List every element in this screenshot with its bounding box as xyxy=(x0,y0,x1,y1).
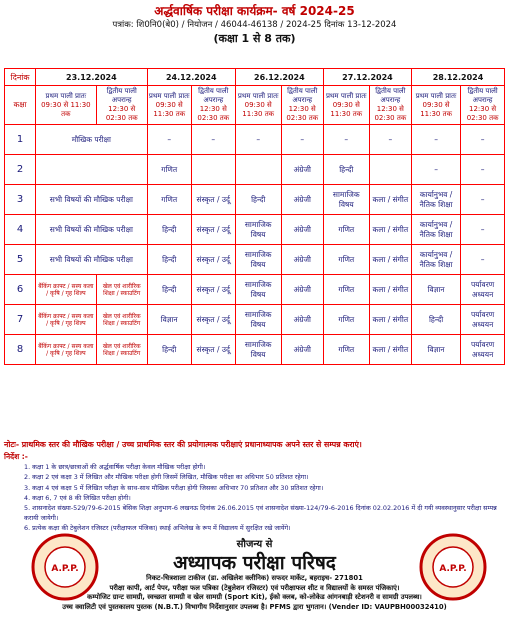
shift-label: द्वितीय पाली अपरान्ह xyxy=(106,87,137,104)
schedule-cell xyxy=(36,155,148,185)
courtesy-label: सौजन्य से xyxy=(236,539,273,550)
schedule-cell: – xyxy=(191,125,235,155)
schedule-cell: कला / संगीत xyxy=(369,335,411,365)
date-header: 23.12.2024 xyxy=(36,69,148,86)
schedule-cell: सामाजिक विषय xyxy=(235,245,281,275)
schedule-cell: अंग्रेजी xyxy=(281,185,323,215)
shift-time: 09:30 से 11:30 तक xyxy=(420,100,452,118)
schedule-cell: सामाजिक विषय xyxy=(235,215,281,245)
schedule-cell: कला / संगीत xyxy=(369,305,411,335)
class-number: 1 xyxy=(5,125,36,155)
shift2-header xyxy=(191,86,235,125)
table-row xyxy=(5,125,505,155)
shift-time: 09:30 से 11:30 तक xyxy=(330,100,363,118)
schedule-cell: संस्कृत / उर्दू xyxy=(191,305,235,335)
schedule-cell: हिन्दी xyxy=(147,245,191,275)
svg-text:A.P.P.: A.P.P. xyxy=(51,564,79,574)
schedule-cell: – xyxy=(411,155,460,185)
schedule-table xyxy=(4,68,505,365)
shift1-header xyxy=(235,86,281,125)
schedule-cell: – xyxy=(323,125,369,155)
schedule-cell: सामाजिक विषय xyxy=(323,185,369,215)
schedule-cell: – xyxy=(461,185,505,215)
schedule-cell: सभी विषयों की मौखिक परीक्षा xyxy=(36,215,148,245)
schedule-cell: हिन्दी xyxy=(147,335,191,365)
schedule-cell: विज्ञान xyxy=(147,305,191,335)
shift-time: 09:30 से 11:30 तक xyxy=(41,100,91,118)
schedule-cell: गणित xyxy=(323,245,369,275)
schedule-cell: गणित xyxy=(323,305,369,335)
schedule-cell: हिन्दी xyxy=(147,215,191,245)
schedule-cell: – xyxy=(461,245,505,275)
instructions-list xyxy=(4,462,505,533)
header xyxy=(0,4,509,47)
table-row xyxy=(5,245,505,275)
date-header: 24.12.2024 xyxy=(147,69,235,86)
shift1-header xyxy=(36,86,97,125)
schedule-cell: अंग्रेजी xyxy=(281,305,323,335)
shift-label: द्वितीय पाली अपरान्ह xyxy=(467,87,498,104)
class-number: 5 xyxy=(5,245,36,275)
page-title: अर्द्धवार्षिक परीक्षा कार्यक्रम- वर्ष 2024-25 xyxy=(154,4,355,18)
schedule-cell: मौखिक परीक्षा xyxy=(36,125,148,155)
address-line: निकट-चित्रशाला टाकीज (डा. अखिलेश क्लीनिक) सफदर मार्केट, बहराइच- 271801 xyxy=(146,574,363,582)
schedule-cell: अंग्रेजी xyxy=(281,335,323,365)
schedule-cell: गणित xyxy=(323,215,369,245)
class-column-label: कक्षा xyxy=(5,86,36,125)
shift-label: प्रथम पाली प्रातः xyxy=(415,91,457,100)
schedule-cell: संस्कृत / उर्दू xyxy=(191,275,235,305)
schedule-cell: गणित xyxy=(323,275,369,305)
schedule-cell: खेल एवं शारीरिक शिक्षा / स्काउटिंग xyxy=(96,275,147,305)
shift-label: द्वितीय पाली अपरान्ह xyxy=(375,87,406,104)
table-row xyxy=(5,335,505,365)
instruction-item: 3. कक्षा 4 एवं कक्षा 5 में लिखित परीक्षा के साथ-साथ मौखिक परीक्षा होगी जिसका अधिभार 70 प्रतिशत और 30 प्रतिशत रहेगा। xyxy=(24,483,324,492)
shift-label: प्रथम पाली प्रातः xyxy=(237,91,279,100)
schedule-cell: – xyxy=(461,215,505,245)
schedule-cell: खेल एवं शारीरिक शिक्षा / स्काउटिंग xyxy=(96,335,147,365)
schedule-cell: संस्कृत / उर्दू xyxy=(191,215,235,245)
date-header: 28.12.2024 xyxy=(411,69,504,86)
shift-label: प्रथम पाली प्रातः xyxy=(45,91,87,100)
instructions-label: निर्देश :- xyxy=(4,452,28,461)
schedule-cell: सामाजिक विषय xyxy=(235,335,281,365)
schedule-cell: पर्यावरण अध्ययन xyxy=(461,335,505,365)
schedule-cell: सामाजिक विषय xyxy=(235,275,281,305)
schedule-cell: कार्यानुभव / नैतिक शिक्षा xyxy=(411,185,460,215)
schedule-cell: संस्कृत / उर्दू xyxy=(191,185,235,215)
shift-label: प्रथम पाली प्रातः xyxy=(325,91,367,100)
schedule-cell: हिन्दी xyxy=(411,305,460,335)
table-row xyxy=(5,185,505,215)
schedule-cell: खेल एवं शारीरिक शिक्षा / स्काउटिंग xyxy=(96,305,147,335)
shift2-header xyxy=(461,86,505,125)
vendor-line: उच्च क्वालिटी एवं पुस्तकालय पुस्तक (N.B.T.) विभागीय निर्देशानुसार उपलब्ध है। PFMS द्वारा भुगतान। (Vender ID: VAUPBH00032410) xyxy=(62,602,447,611)
schedule-cell: कार्यानुभव / नैतिक शिक्षा xyxy=(411,245,460,275)
class-number: 7 xyxy=(5,305,36,335)
schedule-cell: हिन्दी xyxy=(235,185,281,215)
schedule-cell: सभी विषयों की मौखिक परीक्षा xyxy=(36,185,148,215)
class-number: 3 xyxy=(5,185,36,215)
schedule-cell: – xyxy=(369,125,411,155)
schedule-cell: बैंकिंग क्राफ्ट / सस्य कला / कृषि / गृह शिल्प xyxy=(36,275,97,305)
shift-time: 12:30 से 02:30 तक xyxy=(374,105,407,122)
schedule-cell: कला / संगीत xyxy=(369,215,411,245)
schedule-cell: संस्कृत / उर्दू xyxy=(191,335,235,365)
schedule-cell: गणित xyxy=(147,155,191,185)
organization-name: अध्यापक परीक्षा परिषद xyxy=(173,552,336,574)
instruction-item: 4. कक्षा 6, 7 एवं 8 की लिखित परीक्षा होगी। xyxy=(24,493,131,502)
schedule-cell xyxy=(235,155,281,185)
schedule-cell: कार्यानुभव / नैतिक शिक्षा xyxy=(411,215,460,245)
exam-schedule-page xyxy=(0,4,509,634)
date-header: 27.12.2024 xyxy=(323,69,411,86)
schedule-cell: गणित xyxy=(323,335,369,365)
instruction-item: 1. कक्षा 1 के छात्र/छात्राओं की अर्द्धवार्षिक परीक्षा केवल मौखिक परीक्षा होगी। xyxy=(24,463,206,472)
table-row xyxy=(5,275,505,305)
shift1-header xyxy=(411,86,460,125)
schedule-cell: सभी विषयों की मौखिक परीक्षा xyxy=(36,245,148,275)
schedule-cell xyxy=(369,155,411,185)
schedule-cell: अंग्रेजी xyxy=(281,215,323,245)
instruction-item: 5. शासनादेश संख्या-529/79-6-2015 बेसिक शिक्षा अनुभाग-6 लखनऊ दिनांक 26.06.2015 एवं शासनादेश संख्या-124/79-6-2016 दिनांक 02.02.2016 में दी गयी व्यवस्थानुसार परीक्षा सम्पन्न करायी जायेगी। xyxy=(24,504,497,523)
shift-time: 12:30 से 02:30 तक xyxy=(466,105,499,122)
schedule-cell: – xyxy=(461,155,505,185)
class-range: (कक्षा 1 से 8 तक) xyxy=(213,32,296,45)
schedule-cell: संस्कृत / उर्दू xyxy=(191,245,235,275)
shift2-header xyxy=(96,86,147,125)
table-row xyxy=(5,155,505,185)
schedule-cell: – xyxy=(411,125,460,155)
schedule-cell: कला / संगीत xyxy=(369,245,411,275)
corner-date-label: दिनांक xyxy=(5,69,36,86)
date-header: 26.12.2024 xyxy=(235,69,323,86)
schedule-cell: अंग्रेजी xyxy=(281,155,323,185)
shift-time: 09:30 से 11:30 तक xyxy=(153,100,186,118)
schedule-cell: – xyxy=(281,125,323,155)
footer-address xyxy=(0,574,509,612)
schedule-cell: बैंकिंग क्राफ्ट / सस्य कला / कृषि / गृह शिल्प xyxy=(36,335,97,365)
class-number: 6 xyxy=(5,275,36,305)
note: नोटः- प्राथमिक स्तर की मौखिक परीक्षा / उच्च प्राथमिक स्तर की प्रयोगात्मक परीक्षाएं प्रधानाध्यापक अपने स्तर से सम्पन्न कराएं। xyxy=(4,440,362,449)
shift-label: द्वितीय पाली अपरान्ह xyxy=(287,87,318,104)
schedule-cell: सामाजिक विषय xyxy=(235,305,281,335)
shift1-header xyxy=(147,86,191,125)
shift-label: प्रथम पाली प्रातः xyxy=(148,91,190,100)
supplies-line: कम्पोजिट ग्रान्ट सामग्री, स्वच्छता सामग्री व खेल सामग्री (Sport Kit), ईको क्लब, को-लोकेड आंगनबाड़ी स्टेशनरी व सामग्री उपलब्ध। xyxy=(87,593,422,601)
services-line: परीक्षा कापी, आर्ट पेपर, परीक्षा फल पत्रिका (टेबुलेशन रजिस्टर) एवं परीक्षाफल शीट व विद्यालयों के समस्त पंजिकाएं। xyxy=(109,583,400,592)
class-number: 4 xyxy=(5,215,36,245)
shift-time: 12:30 से 02:30 तक xyxy=(286,105,319,122)
shift-label: द्वितीय पाली अपरान्ह xyxy=(198,87,229,104)
table-row xyxy=(5,305,505,335)
shift2-header xyxy=(281,86,323,125)
instruction-item: 6. प्रत्येक कक्षा की टेबुलेशन रजिस्टर (परीक्षाफल पंजिका) स्थाई अभिलेख के रूप में विद्यालय में सुरक्षित रखे जायेंगे। xyxy=(24,524,291,533)
schedule-cell: हिन्दी xyxy=(147,275,191,305)
shift1-header xyxy=(323,86,369,125)
schedule-cell: अंग्रेजी xyxy=(281,275,323,305)
reference-line: पत्रांक: शि0नि0(बे0) / नियोजन / 46044-46138 / 2024-25 दिनांक 13-12-2024 xyxy=(112,20,397,30)
table-row xyxy=(5,215,505,245)
schedule-cell: कला / संगीत xyxy=(369,275,411,305)
shift2-header xyxy=(369,86,411,125)
schedule-cell: – xyxy=(235,125,281,155)
shift-time: 09:30 से 11:30 तक xyxy=(242,100,275,118)
schedule-cell: कला / संगीत xyxy=(369,185,411,215)
schedule-cell: – xyxy=(147,125,191,155)
schedule-cell xyxy=(191,155,235,185)
schedule-cell: पर्यावरण अध्ययन xyxy=(461,275,505,305)
instructions xyxy=(4,452,505,534)
schedule-cell: हिन्दी xyxy=(323,155,369,185)
schedule-cell: अंग्रेजी xyxy=(281,245,323,275)
shift-time: 12:30 से 02:30 तक xyxy=(197,105,230,122)
schedule-cell: विज्ञान xyxy=(411,275,460,305)
shift-time: 12:30 से 02:30 तक xyxy=(105,105,138,122)
svg-text:A.P.P.: A.P.P. xyxy=(439,564,467,574)
schedule-cell: विज्ञान xyxy=(411,335,460,365)
class-number: 8 xyxy=(5,335,36,365)
schedule-cell: – xyxy=(461,125,505,155)
class-number: 2 xyxy=(5,155,36,185)
schedule-cell: बैंकिंग क्राफ्ट / सस्य कला / कृषि / गृह शिल्प xyxy=(36,305,97,335)
instruction-item: 2. कक्षा 2 एवं कक्षा 3 में लिखित और मौखिक परीक्षा होगी जिसमें लिखित, मौखिक परीक्षा का अधिभार 50 प्रतिशत रहेगा। xyxy=(24,473,309,482)
schedule-cell: पर्यावरण अध्ययन xyxy=(461,305,505,335)
schedule-cell: गणित xyxy=(147,185,191,215)
